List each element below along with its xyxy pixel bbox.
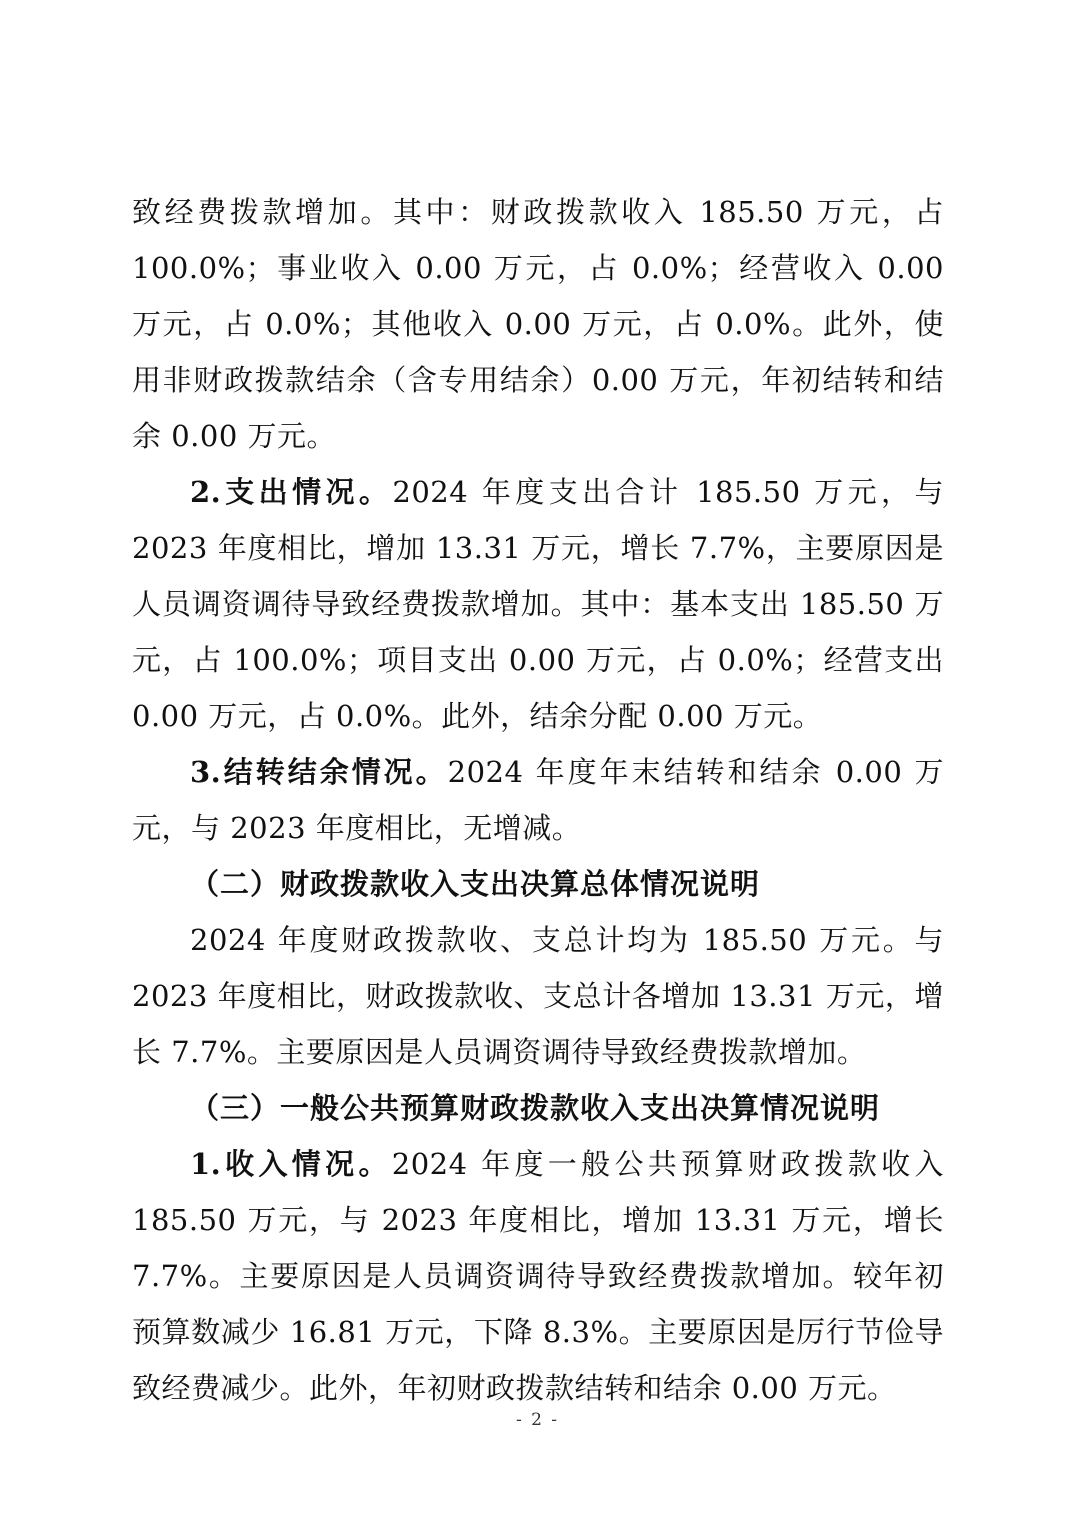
section-heading-fiscal-overview: （二）财政拨款收入支出决算总体情况说明 (190, 867, 761, 901)
paragraph-expenditure (132, 464, 944, 744)
document-body (132, 184, 944, 1416)
general-income-body: 2024 年度一般公共预算财政拨款收入 185.50 万元，与 2023 年度相比，增加 13.31 万元，增长 7.7%。主要原因是人员调资调待导致经费拨款增加。较年初预算数减少 16.81 万元，下降 8.3%。主要原因是厉行节俭导致经费减少。此外，年初财政拨款结转和结余 0.00 万元。 (132, 1147, 944, 1405)
paragraph-income-breakdown: 致经费拨款增加。其中：财政拨款收入 185.50 万元，占 100.0%；事业收入 0.00 万元，占 0.0%；经营收入 0.00 万元，占 0.0%；其他收入 0.00 万元，占 0.0%。此外，使用非财政拨款结余（含专用结余）0.00 万元，年初结转和结余 0.00 万元。 (132, 195, 944, 453)
paragraph-fiscal-overview: 2024 年度财政拨款收、支总计均为 185.50 万元。与 2023 年度相比，财政拨款收、支总计各增加 13.31 万元，增长 7.7%。主要原因是人员调资调待导致经费拨款增加。 (132, 923, 944, 1069)
expenditure-lead: 2.支出情况。 (190, 475, 393, 509)
carryover-body: 2024 年度年末结转和结余 0.00 万元，与 2023 年度相比，无增减。 (132, 755, 944, 845)
expenditure-body: 2024 年度支出合计 185.50 万元，与 2023 年度相比，增加 13.31 万元，增长 7.7%，主要原因是人员调资调待导致经费拨款增加。其中：基本支出 185.50 万元，占 100.0%；项目支出 0.00 万元，占 0.0%；经营支出 0.00 万元，占 0.0%。此外，结余分配 0.00 万元。 (132, 475, 944, 733)
carryover-lead: 3.结转结余情况。 (190, 755, 448, 789)
page-number: - 2 - (515, 1410, 560, 1430)
paragraph-carryover (132, 744, 944, 856)
section-heading-general-budget: （三）一般公共预算财政拨款收入支出决算情况说明 (190, 1091, 881, 1125)
general-income-lead: 1.收入情况。 (190, 1147, 392, 1181)
paragraph-general-budget-income (132, 1136, 944, 1416)
